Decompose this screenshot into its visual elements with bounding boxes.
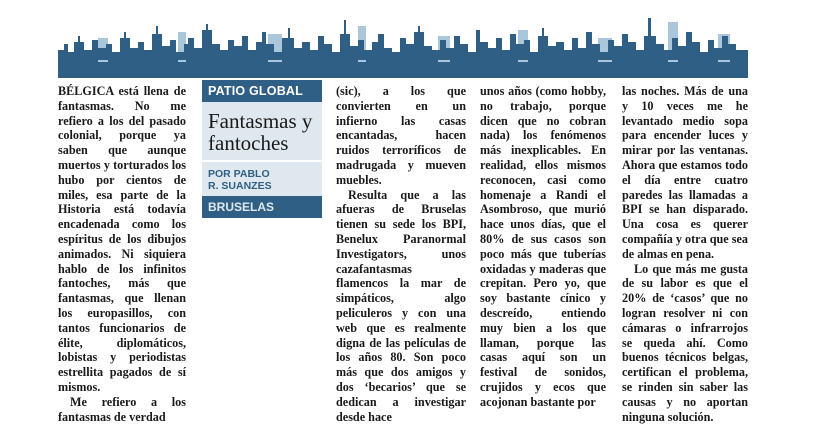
article-text: está llena de fantasmas. No me refiero a los del pasado colonial, porque ya saben que aunque muertos y torturados los hubo por cientos de miles, esa parte de la Historia está todavía encadenada como los espíritus de los dibujos animados. Ni siquiera hablo de los infinitos fantoches, más que fantasmas, que llenan los europasillos, con tantos funcionarios de élite, diplomáticos, lobistas y periodistas estrellita pagados de sí mismos.	[58, 84, 186, 394]
article-paragraph	[58, 84, 186, 395]
section-label: PATIO GLOBAL	[202, 80, 322, 102]
article-paragraph: Me refiero a los fantasmas de verdad	[58, 394, 186, 424]
author-byline-line2: R. SUANZES	[208, 180, 272, 192]
dateline-location: BRUSELAS	[202, 196, 322, 218]
article-paragraph: (sic), a los que convierten en un infierno las casas encantadas, hacen ruidos terroríficos de madrugada y mueven muebles.	[336, 84, 466, 187]
author-byline	[202, 162, 322, 196]
article-lead-word: BÉLGICA	[58, 84, 114, 98]
article-paragraph: las noches. Más de una y 10 veces me he levantado medio sopa para encender luces y mirar por las ventanas. Ahora que estamos todo el día entre cuatro paredes las llamadas a BPI se han disparado. Una cosa es querer compañía y otra que sea de almas en pena.	[622, 84, 748, 261]
article-paragraph: unos años (como hobby, no trabajo, porque dicen que no cobran nada) los fenómenos más inexplicables. En realidad, ellos mismos reconocen, casi como homenaje a Randi el Asombroso, que murió hace unos días, que el 80% de sus casos son poco más que tuberías oxidadas y maderas que crepitan. Pero yo, que soy bastante cínico y descreído, entiendo muy bien a los que llaman, porque las casas aquí son un festival de sonidos, crujidos y ecos que acojonan bastante por	[480, 84, 606, 409]
article-paragraph: Resulta que a las afueras de Bruselas tienen su sede los BPI, Benelux Paranormal Investigators, unos cazafantasmas flamencos la mar de simpáticos, algo peliculeros y con una web que es realmente digna de las películas de los años 80. Son poco más que dos amigos y dos ‘becarios’ que se dedican a investigar desde hace	[336, 187, 466, 424]
article-column-1	[58, 84, 186, 424]
skyline-banner	[58, 14, 748, 78]
article-headline: Fantasmas y fantoches	[208, 109, 313, 155]
article-infobox	[202, 80, 322, 218]
author-byline-line1: POR PABLO	[208, 168, 270, 180]
article-column-4	[480, 84, 606, 410]
city-skyline-illustration	[58, 14, 748, 78]
article-paragraph: Lo que más me gusta de su labor es que el 20% de ‘casos’ que no logran resolver ni con cámaras o infrarrojos se queda ahí. Como buenos técnicos belgas, certifican el problema, se rinden sin saber las causas y no aportan ninguna solución.	[622, 261, 748, 424]
article-column-3	[336, 84, 466, 424]
article-column-5	[622, 84, 748, 424]
